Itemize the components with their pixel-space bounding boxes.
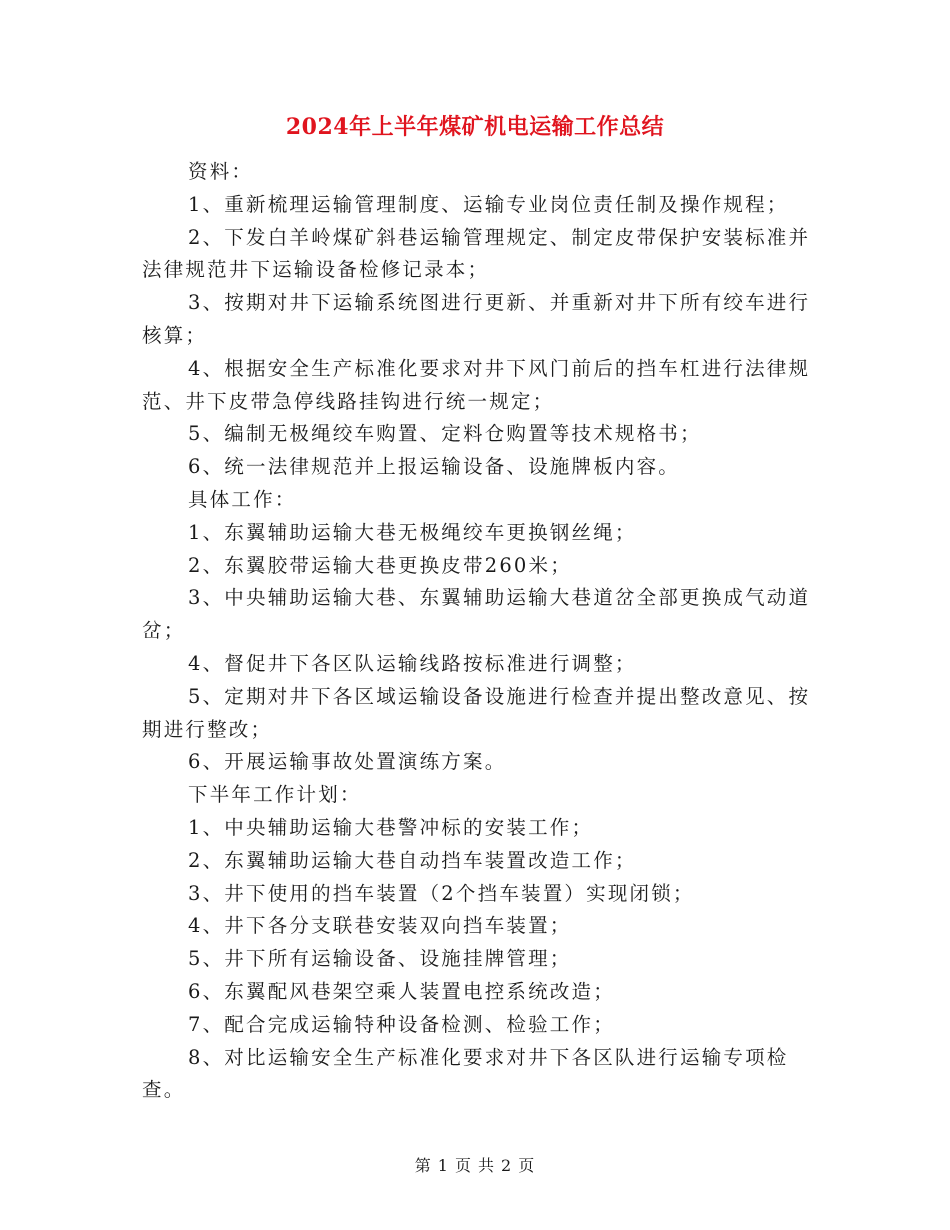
total-prefix: 共 xyxy=(478,1156,496,1175)
list-item: 6、统一法律规范并上报运输设备、设施牌板内容。 xyxy=(188,455,681,479)
list-item: 7、配合完成运输特种设备检测、检验工作； xyxy=(188,1012,615,1036)
list-item: 1、重新梳理运输管理制度、运输专业岗位责任制及操作规程； xyxy=(188,192,789,216)
list-item: 5、编制无极绳绞车购置、定料仓购置等技术规格书； xyxy=(188,422,702,446)
list-item: 8、对比运输安全生产标准化要求对井下各区队进行运输专项检查。 xyxy=(142,1045,789,1102)
list-item: 1、东翼辅助运输大巷无极绳绞车更换钢丝绳； xyxy=(188,520,637,544)
document-title: 2024年上半年煤矿机电运输工作总结 xyxy=(285,114,665,140)
current-page-number: 1 xyxy=(437,1156,449,1175)
list-item: 2、东翼辅助运输大巷自动挡车装置改造工作； xyxy=(188,848,637,872)
list-item: 3、井下使用的挡车装置（2个挡车装置）实现闭锁； xyxy=(188,881,695,905)
list-item: 2、东翼胶带运输大巷更换皮带260米； xyxy=(188,553,572,577)
list-item: 6、开展运输事故处置演练方案。 xyxy=(188,750,507,774)
page-number-footer xyxy=(0,1155,950,1177)
list-item: 6、东翼配风巷架空乘人装置电控系统改造； xyxy=(188,979,615,1003)
list-item: 4、根据安全生产标准化要求对井下风门前后的挡车杠进行法律规范、井下皮带急停线路挂钩进行统一规定； xyxy=(142,356,811,413)
list-item: 3、按期对井下运输系统图进行更新、并重新对井下所有绞车进行核算； xyxy=(142,291,811,347)
section-heading-second-half-plan: 下半年工作计划： xyxy=(188,783,362,807)
list-item: 3、中央辅助运输大巷、东翼辅助运输大巷道岔全部更换成气动道岔； xyxy=(142,586,811,643)
document-body xyxy=(142,156,822,1107)
section-heading-materials: 资料： xyxy=(188,160,254,183)
page-word-prefix: 第 xyxy=(414,1156,432,1175)
section-heading-specific-work: 具体工作： xyxy=(188,487,297,511)
total-pages-number: 2 xyxy=(501,1156,513,1175)
list-item: 4、井下各分支联巷安装双向挡车装置； xyxy=(188,914,572,938)
list-item: 5、井下所有运输设备、设施挂牌管理； xyxy=(188,947,572,971)
page-word: 页 xyxy=(454,1156,472,1175)
list-item: 2、下发白羊岭煤矿斜巷运输管理规定、制定皮带保护安装标准并法律规范井下运输设备检修记录本； xyxy=(142,225,811,282)
list-item: 5、定期对井下各区域运输设备设施进行检查并提出整改意见、按期进行整改； xyxy=(142,684,811,741)
total-suffix: 页 xyxy=(518,1156,536,1175)
list-item: 1、中央辅助运输大巷警冲标的安装工作； xyxy=(188,815,594,839)
list-item: 4、督促井下各区队运输线路按标准进行调整； xyxy=(188,651,637,675)
